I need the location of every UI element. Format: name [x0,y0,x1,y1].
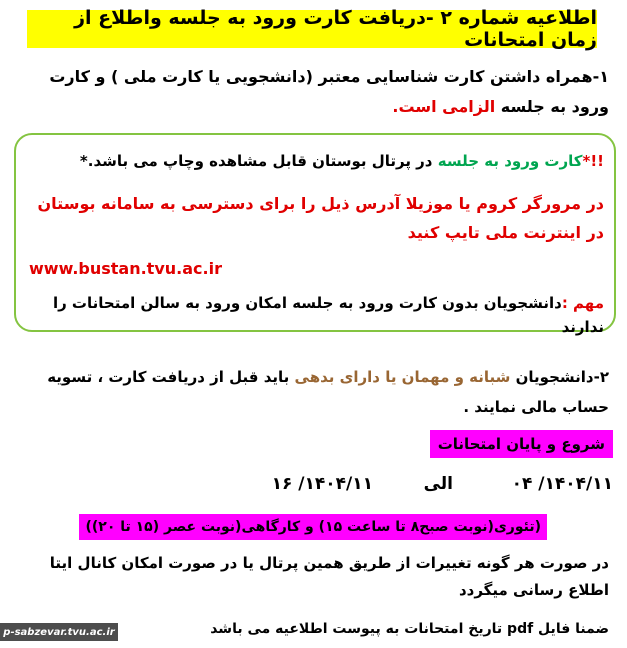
financial-settlement-notice [9,362,609,422]
exam-shifts: (تئوری(نوبت صبح۸ تا ساعت ۱۵) و کارگاهی(نوبت عصر (۱۵ تا ۲۰)) [79,514,547,540]
exam-start-date: ۱۴۰۴/۱۱/ ۰۴ [511,474,613,494]
notice-prefix: !!* [582,152,604,170]
id-card-requirement [9,62,609,122]
bustan-url-link[interactable]: www.bustan.tvu.ac.ir [29,259,222,278]
id-card-text: ۱-همراه داشتن کارت شناسایی معتبر (دانشجویی یا کارت ملی ) و کارت ورود به جلسه [49,67,609,116]
changes-notice: در صورت هر گونه تغییرات از طریق همین پرتال یا در صورت امکان کانال ایتا اطلاع رسانی میگردد [49,554,609,599]
admission-card-rest: در پرتال بوستان قابل مشاهده وچاپ می باشد.* [79,152,438,170]
announcement-title: اطلاعیه شماره ۲ -دریافت کارت ورود به جلسه واطلاع از زمان امتحانات [27,10,597,48]
admission-card-label: کارت ورود به جلسه [437,152,583,170]
attachment-notice: ضمنا فایل pdf تاریخ امتحانات به پیوست اطلاعیه می باشد [210,621,609,637]
important-notice [24,291,604,339]
exam-dates [13,474,613,504]
important-label: مهم : [561,294,604,312]
exam-end-date: ۱۴۰۴/۱۱/ ۱۶ [271,474,373,494]
notice-box [14,133,616,336]
important-text: دانشجویان بدون کارت ورود به جلسه امکان ورود به سالن امتحانات را ندارند [52,294,604,336]
admission-card-notice [24,149,604,173]
settlement-rest: باید قبل از دریافت کارت ، تسویه حساب مالی نمایند . [47,368,609,416]
settlement-start: ۲-دانشجویان [510,368,609,386]
date-separator: الی [423,474,453,494]
exam-schedule-label: شروع و پایان امتحانات [430,430,613,458]
mandatory-text: الزامی است. [392,97,496,116]
site-watermark: p-sabzevar.tvu.ac.ir [0,623,118,641]
settlement-highlight: شبانه و مهمان یا دارای بدهی [294,368,511,386]
browser-instruction: در مرورگر کروم یا موزیلا آدرس ذیل را برای دسترسی به سامانه بوستان در اینترنت ملی تایپ کنید [37,194,604,242]
